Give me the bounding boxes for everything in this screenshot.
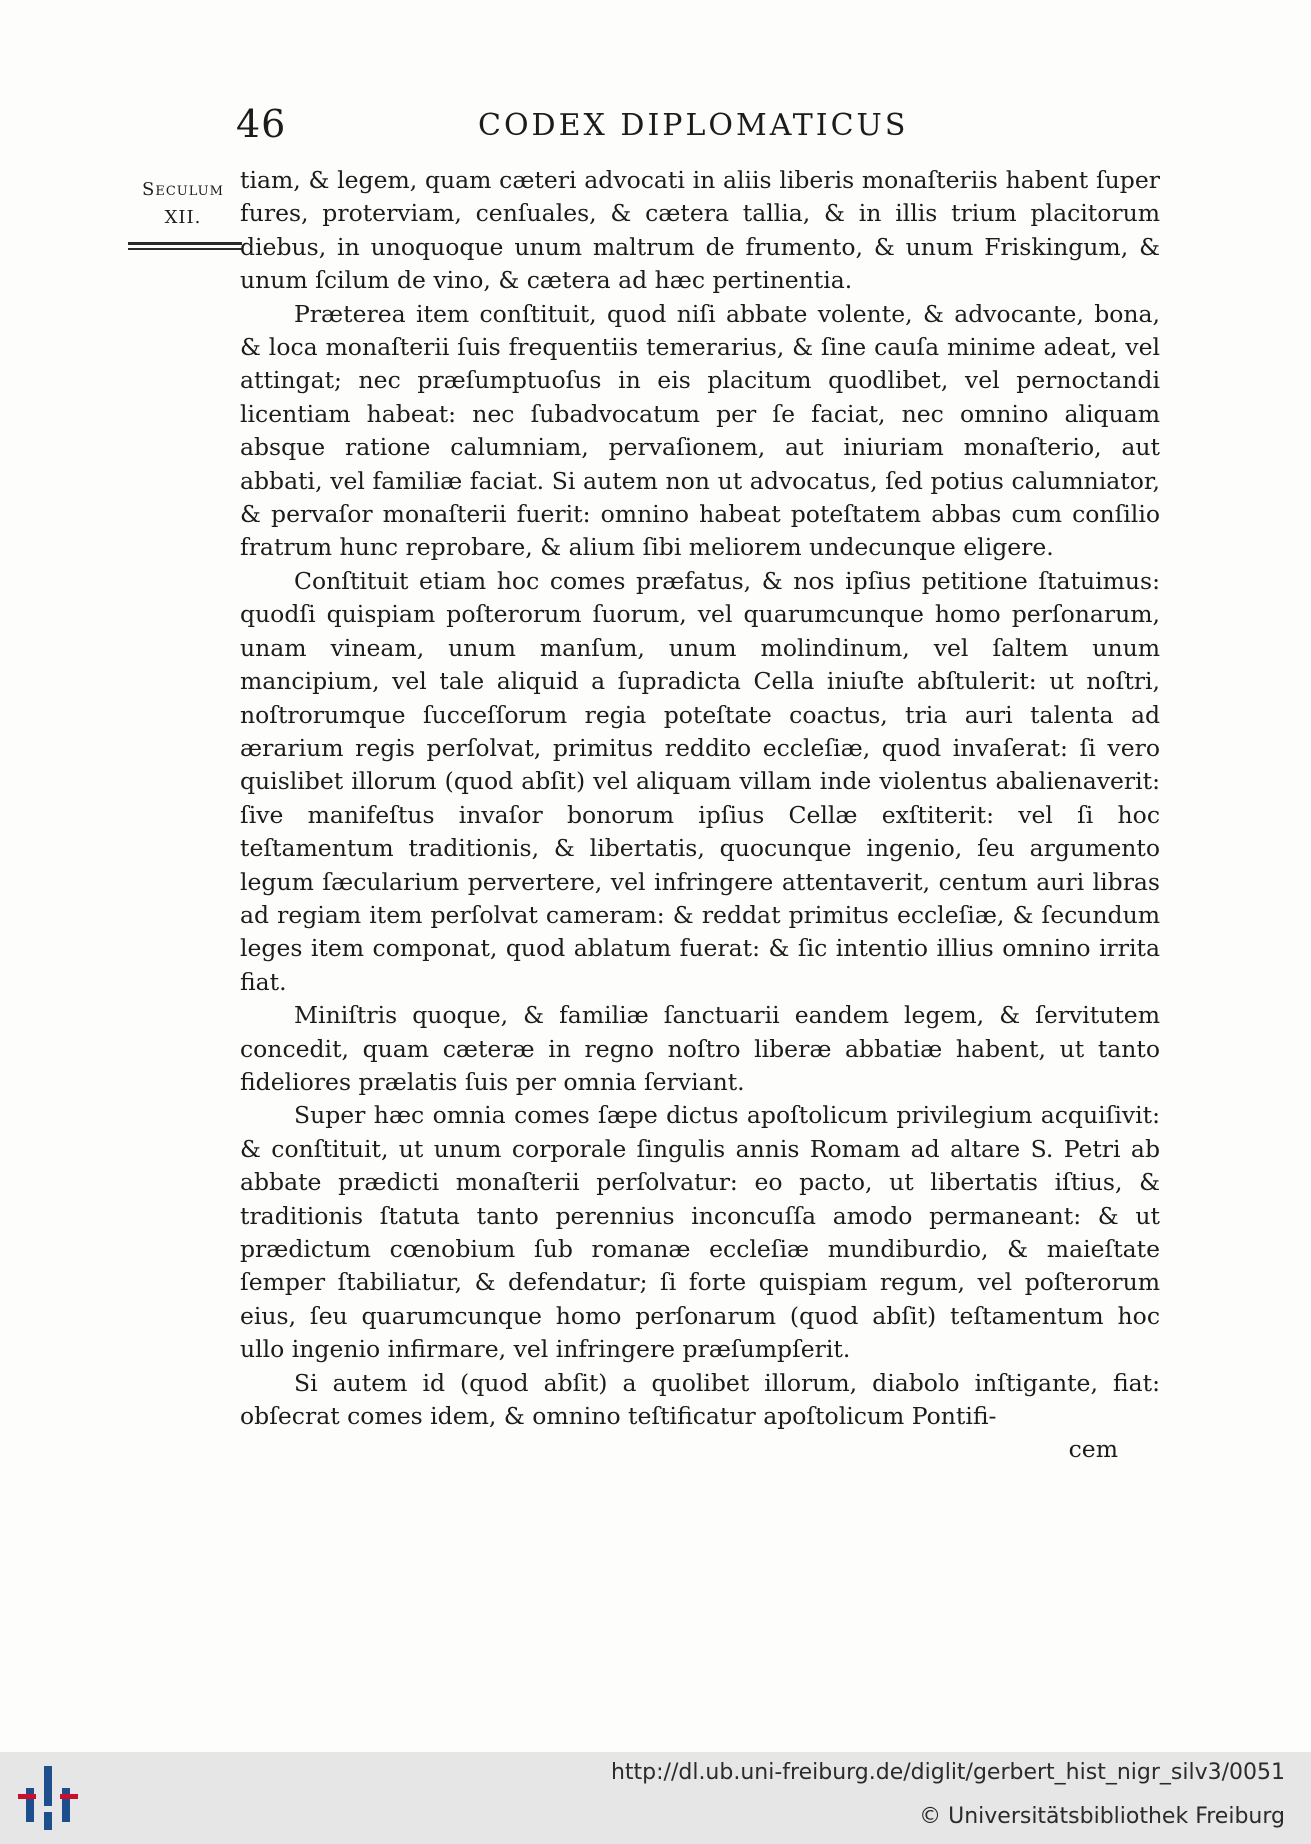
margin-rule xyxy=(128,242,242,245)
paragraph: Miniſtris quoque, & familiæ ſanctuarii eandem legem, & ſervitutem concedit, quam cæteræ in regno noſtro liberæ abbatiæ habent, ut tanto fideliores prælatis ſuis per omnia ſerviant. xyxy=(240,1001,1160,1096)
margin-note-seculum: Seculum xyxy=(142,179,224,200)
margin-note xyxy=(128,176,238,250)
ub-freiburg-logo-icon[interactable] xyxy=(18,1766,78,1830)
paragraph: Si autem id (quod abſit) a quolibet illorum, diabolo inſtigante, fiat: obſecrat comes idem, & omnino teſtificatur apoſtolicum Pontifi- xyxy=(240,1368,1160,1431)
source-url-link[interactable]: http://dl.ub.uni-freiburg.de/diglit/gerbert_hist_nigr_silv3/0051 xyxy=(610,1760,1285,1785)
paragraph: Super hæc omnia comes ſæpe dictus apoſtolicum privilegium acquiſivit: & conſtituit, ut unum corporale ſingulis annis Romam ad altare S. Petri ab abbate prædicti monaſterii perſolvatur: eo pacto, ut libertatis iſtius, & traditionis ſtatuta tanto perennius inconcuſſa amodo permaneant: & ut prædictum cœnobium ſub romanæ eccleſiæ mundiburdio, & maieſtate ſemper ſtabiliatur, & defendatur; ſi forte quispiam regum, vel poſterorum eius, ſeu quarumcunque homo perſonarum (quod abſit) teſtamentum hoc ullo ingenio infirmare, vel infringere præſumpſerit. xyxy=(240,1101,1160,1364)
margin-rule-thin xyxy=(128,248,242,250)
paragraph: Præterea item conſtituit, quod niſi abbate volente, & advocante, bona, & loca monaſterii ſuis frequentiis temerarius, & ſine cauſa minime adeat, vel attingat; nec præſumptuoſus in eis placitum quodlibet, vel pernoctandi licentiam habeat: nec ſubadvocatum per ſe faciat, nec omnino aliquam absque ratione calumniam, pervaſionem, aut iniuriam monaſterio, aut abbati, vel familiæ faciat. Si autem non ut advocatus, ſed potius calumniator, & pervaſor monaſterii fuerit: omnino habeat poteſtatem abbas cum conſilio fratrum hunc reprobare, & alium ſibi meliorem undecunque eligere. xyxy=(240,299,1160,562)
paragraph: tiam, & legem, quam cæteri advocati in aliis liberis monaſteriis habent ſuper fures, proterviam, cenſuales, & cætera tallia, & in illis trium placitorum diebus, in unoquoque unum maltrum de frumento, & unum Friskingum, & unum ſcilum de vino, & cætera ad hæc pertinentia. xyxy=(240,166,1160,295)
running-title: CODEX DIPLOMATICUS xyxy=(478,108,909,143)
copyright-text: © Universitätsbibliothek Freiburg xyxy=(919,1804,1285,1829)
paragraph: Conſtituit etiam hoc comes præfatus, & nos ipſius petitione ſtatuimus: quodſi quispiam poſterorum ſuorum, vel quarumcunque homo perſonarum, unam vineam, unum manſum, unum molindinum, vel ſaltem unum mancipium, vel tale aliquid a ſupradicta Cella iniuſte abſtulerit: ut noſtri, noſtrorumque ſucceſſorum regia poteſtate coactus, tria auri talenta ad ærarium regis perſolvat, primitus reddito eccleſiæ, quod invaſerat: ſi vero quislibet illorum (quod abſit) vel aliquam villam inde violentus abalienaverit: ſive manifeſtus invaſor bonorum ipſius Cellæ exſtiterit: vel ſi hoc teſtamentum traditionis, & libertatis, quocunque ingenio, ſeu argumento legum ſæcularium pervertere, vel infringere attentaverit, centum auri libras ad regiam item perſolvat cameram: & reddat primitus eccleſiæ, & ſecundum leges item componat, quod ablatum fuerat: & ſic intentio illius omnino irrita fiat. xyxy=(240,566,1160,996)
body-text xyxy=(240,164,1160,1467)
margin-note-century: XII. xyxy=(164,207,202,228)
catchword: cem xyxy=(1068,1435,1118,1464)
page-number: 46 xyxy=(236,102,287,146)
